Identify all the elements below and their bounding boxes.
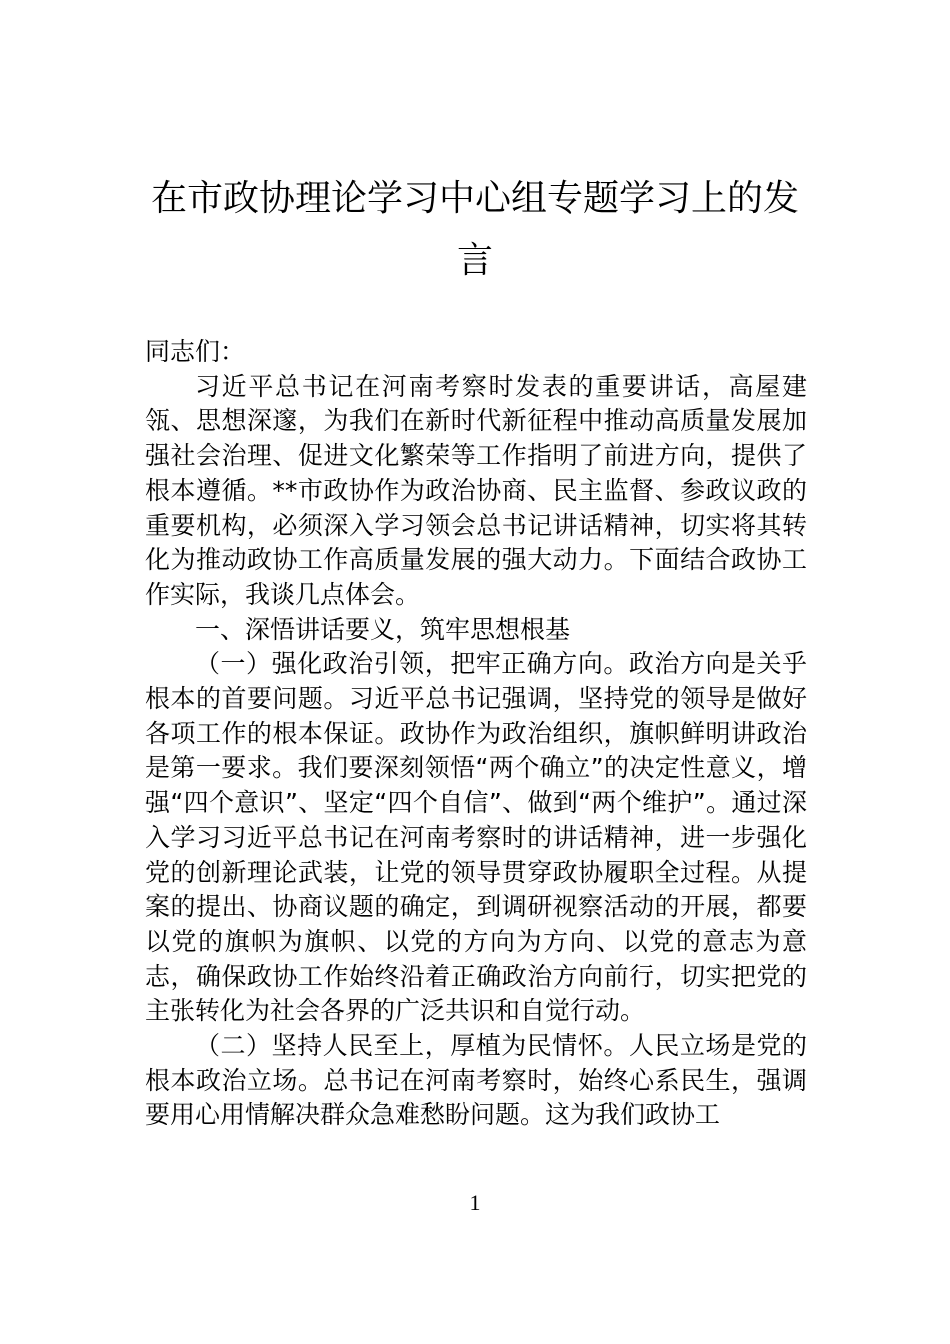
document-title: 在市政协理论学习中心组专题学习上的发言 [150,178,799,281]
salutation: 同志们： [145,337,246,366]
document-body [145,335,807,1133]
page-number: 1 [469,1190,481,1215]
section-heading-one: 一、深悟讲话要义，筑牢思想根基 [195,614,571,644]
paragraph-intro: 习近平总书记在河南考察时发表的重要讲话，高屋建瓴、思想深邃，为我们在新时代新征程中推动高质量发展加强社会治理、促进文化繁荣等工作指明了前进方向，提供了根本遵循。**市政协作为政治协商、民主监督、参政议政的重要机构，必须深入学习领会总书记讲话精神，切实将其转化为推动政协工作高质量发展的强大动力。下面结合政协工作实际，我谈几点体会。 [145,371,807,609]
paragraph-political-guidance: （一）强化政治引领，把牢正确方向。政治方向是关乎根本的首要问题。习近平总书记强调，坚持党的领导是做好各项工作的根本保证。政协作为政治组织，旗帜鲜明讲政治是第一要求。我们要深刻领悟“两个确立”的决定性意义，增强“四个意识”、坚定“四个自信”、做到“两个维护”。通过深入学习习近平总书记在河南考察时的讲话精神，进一步强化党的创新理论武装，让党的领导贯穿政协履职全过程。从提案的提出、协商议题的确定，到调研视察活动的开展，都要以党的旗帜为旗帜、以党的方向为方向、以党的意志为意志，确保政协工作始终沿着正确政治方向前行，切实把党的主张转化为社会各界的广泛共识和自觉行动。 [145,649,807,1026]
paragraph-people-first: （二）坚持人民至上，厚植为民情怀。人民立场是党的根本政治立场。总书记在河南考察时，始终心系民生，强调要用心用情解决群众急难愁盼问题。这为我们政协工 [145,1031,807,1130]
